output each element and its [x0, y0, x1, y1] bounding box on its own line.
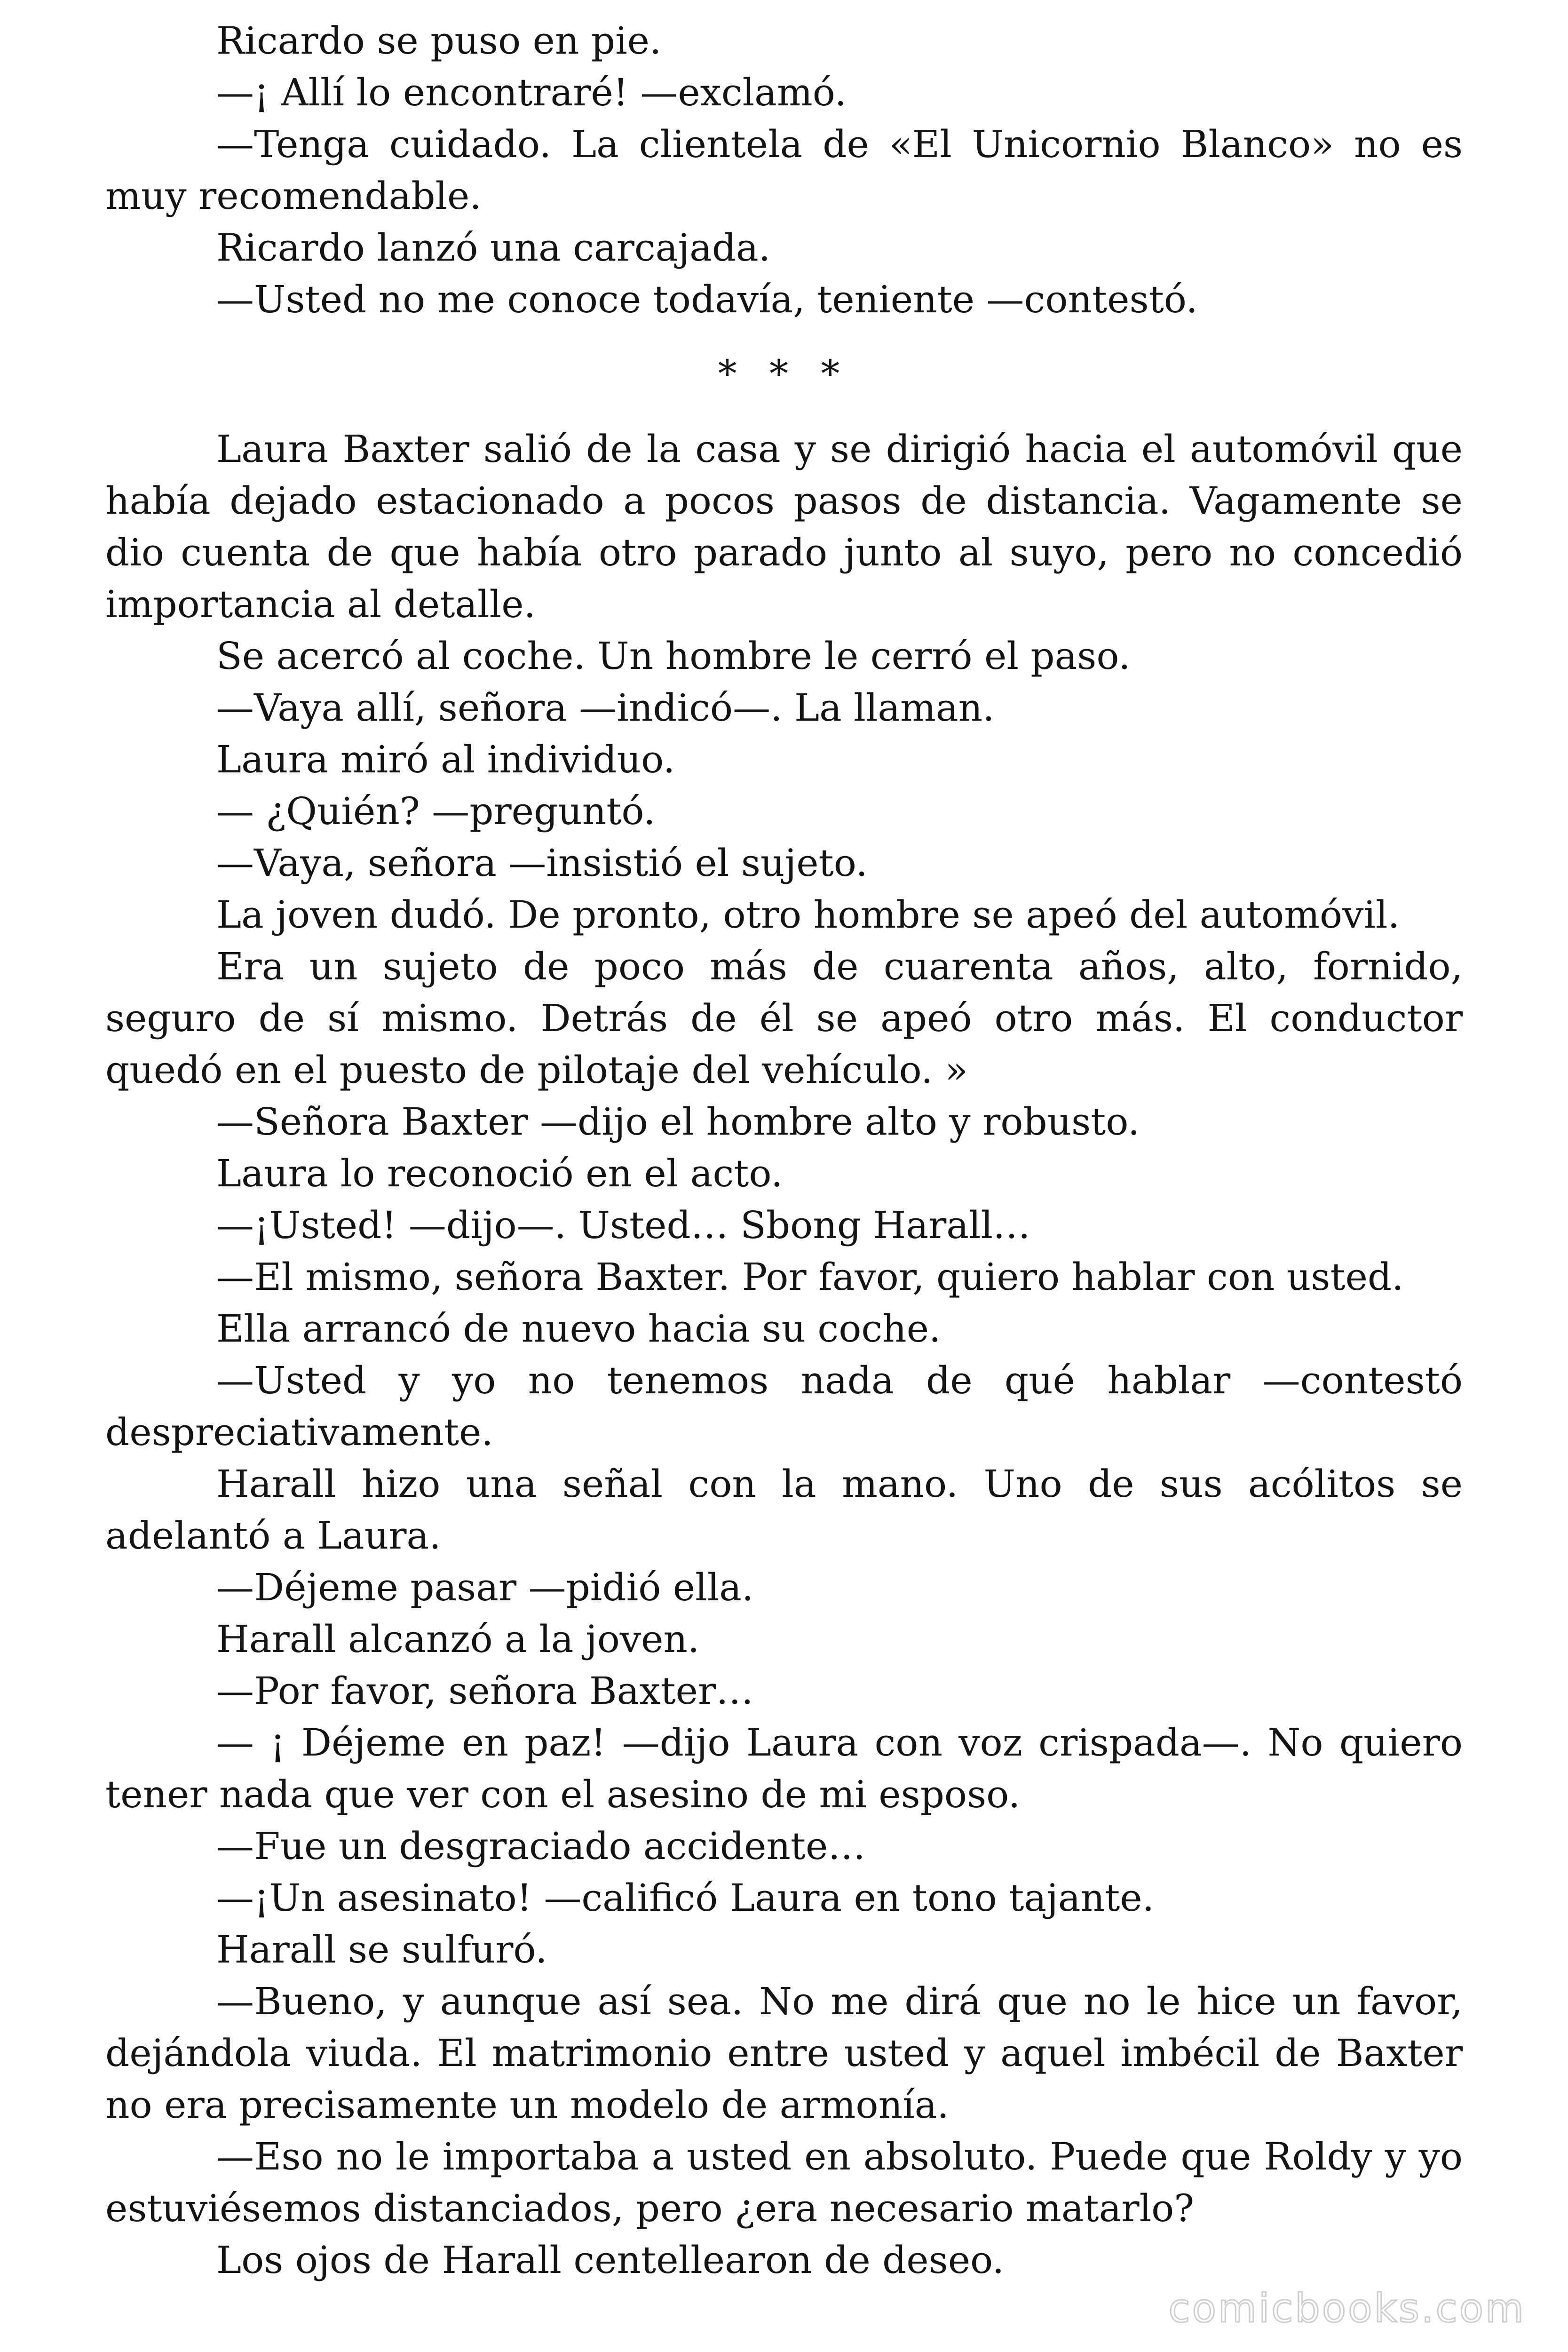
paragraph: —Eso no le importaba a usted en absoluto. Puede que Roldy y yo estuviésemos distanciados, pero ¿era necesario matarlo?	[105, 2135, 1463, 2230]
paragraph: —Por favor, señora Baxter…	[216, 1669, 754, 1713]
paragraph: —Déjeme pasar —pidió ella.	[216, 1565, 754, 1609]
paragraph: —Vaya allí, señora —indicó—. La llaman.	[216, 686, 995, 730]
paragraph: —Vaya, señora —insistió el sujeto.	[216, 841, 868, 885]
paragraph: Laura miró al individuo.	[216, 738, 675, 781]
watermark: comicbooks.com	[1168, 2285, 1526, 2331]
paragraph: —¡Un asesinato! —calificó Laura en tono tajante.	[216, 1876, 1155, 1920]
paragraph: Laura lo reconoció en el acto.	[216, 1152, 783, 1195]
paragraph: Los ojos de Harall centellearon de deseo.	[216, 2238, 1005, 2282]
text-block-after-break	[105, 423, 1463, 2286]
paragraph: —Bueno, y aunque así sea. No me dirá que no le hice un favor, dejándola viuda. El matrimonio entre usted y aquel imbécil de Baxter no era precisamente un modelo de armonía.	[105, 1979, 1463, 2127]
paragraph: Harall se sulfuró.	[216, 1928, 547, 1971]
book-page	[105, 15, 1463, 2286]
paragraph: Harall hizo una señal con la mano. Uno de sus acólitos se adelantó a Laura.	[105, 1462, 1463, 1557]
paragraph: Harall alcanzó a la joven.	[216, 1617, 700, 1661]
paragraph: Ella arrancó de nuevo hacia su coche.	[216, 1307, 941, 1351]
paragraph: Laura Baxter salió de la casa y se dirigió hacia el automóvil que había dejado estacionado a pocos pasos de distancia. Vagamente se dio cuenta de que había otro parado junto al suyo, pero no concedió importancia al detalle.	[105, 427, 1463, 626]
paragraph: —Tenga cuidado. La clientela de «El Unicornio Blanco» no es muy recomendable.	[105, 122, 1463, 218]
paragraph: —¡Usted! —dijo—. Usted… Sbong Harall…	[216, 1203, 1031, 1247]
paragraph: — ¡ Déjeme en paz! —dijo Laura con voz crispada—. No quiero tener nada que ver con el asesino de mi esposo.	[105, 1721, 1463, 1816]
paragraph: Ricardo lanzó una carcajada.	[216, 226, 771, 270]
paragraph: Ricardo se puso en pie.	[216, 19, 662, 63]
paragraph: —El mismo, señora Baxter. Por favor, quiero hablar con usted.	[216, 1255, 1404, 1299]
paragraph: —Usted no me conoce todavía, teniente —contestó.	[216, 278, 1198, 321]
scene-break: * * *	[718, 352, 850, 396]
paragraph: La joven dudó. De pronto, otro hombre se apeó del automóvil.	[216, 893, 1400, 937]
paragraph: Era un sujeto de poco más de cuarenta años, alto, fornido, seguro de sí mismo. Detrás de él se apeó otro más. El conductor quedó en el puesto de pilotaje del vehículo. »	[105, 945, 1463, 1092]
paragraph: —Fue un desgraciado accidente…	[216, 1824, 866, 1868]
paragraph: — ¿Quién? —preguntó.	[216, 789, 656, 833]
paragraph: —Usted y yo no tenemos nada de qué hablar —contestó despreciativamente.	[105, 1359, 1463, 1454]
text-block-before-break	[105, 15, 1463, 326]
paragraph: —¡ Allí lo encontraré! —exclamó.	[216, 71, 847, 114]
paragraph: Se acercó al coche. Un hombre le cerró el paso.	[216, 634, 1131, 678]
paragraph: —Señora Baxter —dijo el hombre alto y robusto.	[216, 1100, 1140, 1144]
